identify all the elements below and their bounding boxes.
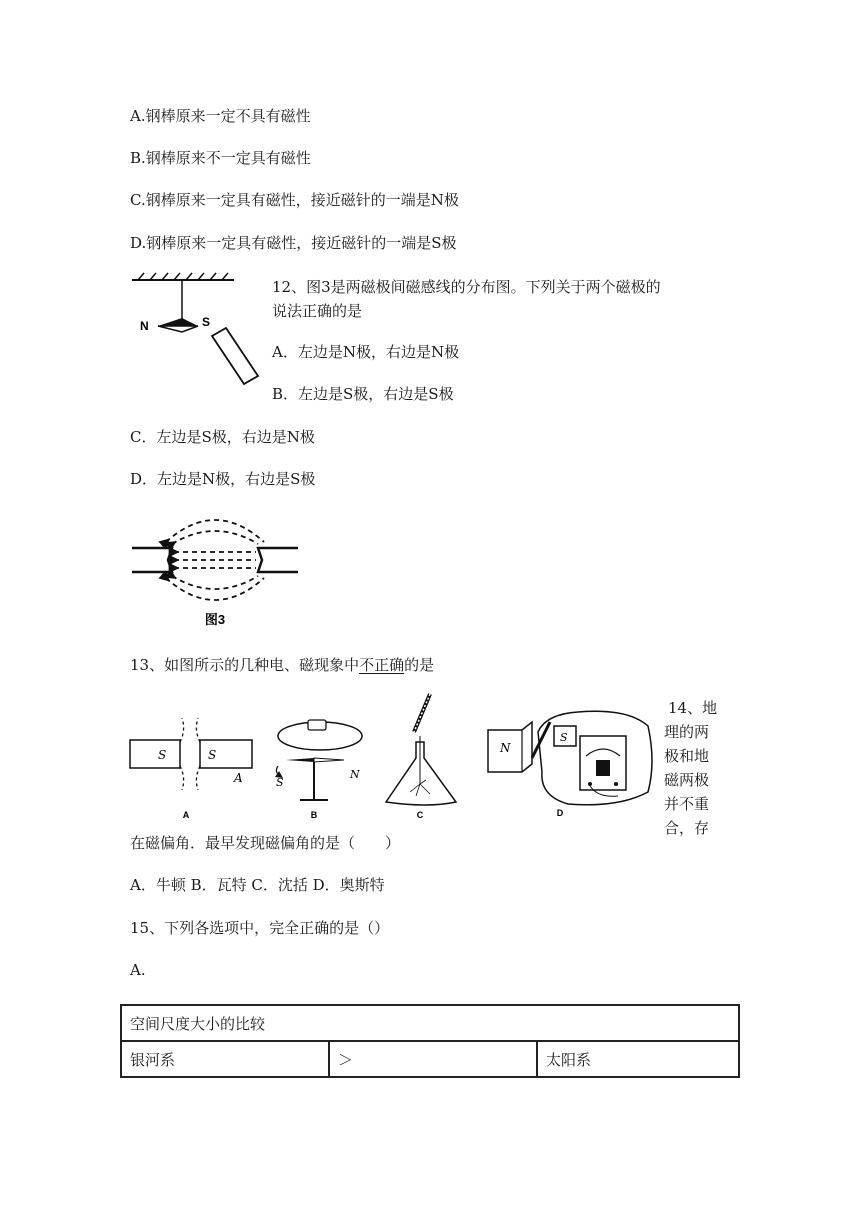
q13-stem-underlined: 不正确 [359,656,405,674]
q14-side-line2: 理的两 [664,723,710,741]
q13-stem-before: 13、如图所示的几种电、磁现象中 [130,656,360,674]
figure-d-n: N [500,741,511,755]
figure-b-caption: B [310,810,318,820]
q14-side-line5: 并不重 [664,795,710,813]
q14-continuation: 在磁偏角．最早发现磁偏角的是（ ） [130,834,401,852]
table-cell-solar-system: 太阳系 [537,1041,739,1077]
suspended-needle-figure [128,272,268,392]
figure-c [386,694,456,820]
table-row [121,1005,739,1041]
table-header-cell: 空间尺度大小的比较 [121,1005,739,1041]
q13-stem [130,655,434,675]
figure-b-s: S [276,776,284,789]
q12-stem-line2: 说法正确的是 [272,302,363,320]
q14-options: A．牛顿 B．瓦特 C．沈括 D．奥斯特 [130,876,385,894]
table-cell-galaxy: 银河系 [121,1041,329,1077]
needle-s-label: S [202,315,211,329]
table-row [121,1041,739,1077]
q14-side-line1: 14、地 [668,699,718,717]
q14-side-line4: 磁两极 [664,771,710,789]
q15-stem: 15、下列各选项中，完全正确的是（） [130,919,390,937]
figure-b [276,720,362,820]
figure3-caption: 图3 [204,612,226,627]
q13-figures [128,692,658,822]
figure-d-caption: D [556,808,564,818]
q12-option-c: C．左边是S极，右边是N极 [130,428,315,446]
q12-option-b: B．左边是S极，右边是S极 [272,385,454,403]
q14-side-line6: 合，存 [664,819,710,837]
figure-b-n: N [350,768,360,781]
q12-stem-line1: 12、图3是两磁极间磁感线的分布图。下列关于两个磁极的 [272,278,661,296]
q12-option-a: A．左边是N极，右边是N极 [272,343,460,361]
q11-option-a: A.钢棒原来一定不具有磁性 [130,107,311,125]
q15-comparison-table [120,1004,740,1078]
figure-a [130,718,252,820]
figure-c-caption: C [416,810,424,820]
q13-stem-after: 的是 [404,656,435,674]
q14-side-line3: 极和地 [664,747,710,765]
figure-d-s: S [560,731,568,744]
figure3-field-lines [128,512,303,630]
q12-option-d: D．左边是N极，右边是S极 [130,470,316,488]
figure-a-caption: A [182,810,190,820]
table-cell-comparison: ＞ [329,1041,537,1077]
figure-a-a: A [234,771,243,785]
q11-option-b: B.钢棒原来不一定具有磁性 [130,149,311,167]
figure-d [488,711,652,818]
needle-n-label: N [140,319,149,333]
q11-option-c: C.钢棒原来一定具有磁性，接近磁针的一端是N极 [130,191,459,209]
q11-option-d: D.钢棒原来一定具有磁性，接近磁针的一端是S极 [130,234,457,252]
figure-a-s1: S [158,748,167,762]
figure-a-s2: S [208,748,217,762]
q15-option-a-label: A. [130,961,146,979]
